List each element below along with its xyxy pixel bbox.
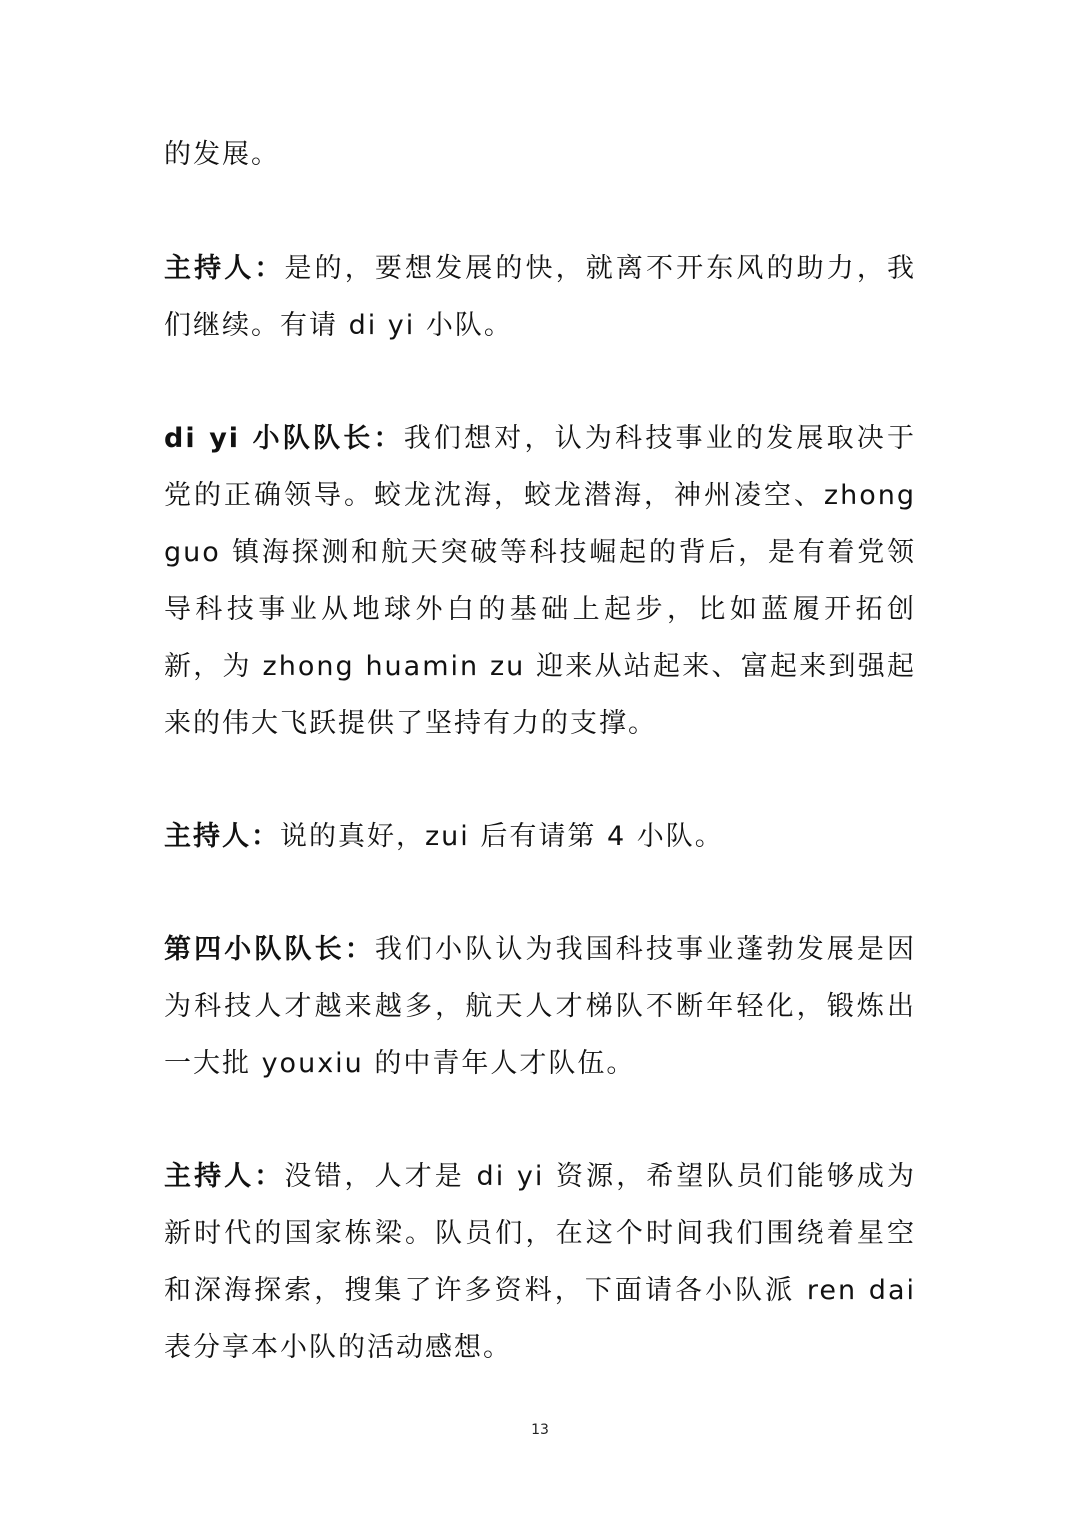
paragraph [164, 240, 916, 354]
paragraph-text: 说的真好，zui 后有请第 4 小队。 [280, 821, 724, 852]
paragraph [164, 126, 916, 183]
paragraph-text: 我们想对，认为科技事业的发展取决于党的正确领导。蛟龙沈海，蛟龙潜海，神州凌空、zhong guo 镇海探测和航天突破等科技崛起的背后，是有着党领导科技事业从地球外白的基础上起步，比如蓝履开拓创新，为 zhong huamin zu 迎来从站起来、富起来到强起来的伟大飞跃提供了坚持有力的支撑。 [164, 423, 916, 739]
speaker-label: 主持人： [164, 1161, 285, 1192]
paragraph-text: 我们小队认为我国科技事业蓬勃发展是因为科技人才越来越多，航天人才梯队不断年轻化，锻炼出一大批 youxiu 的中青年人才队伍。 [164, 934, 916, 1079]
speaker-label: di yi 小队队长： [164, 423, 404, 454]
paragraph [164, 808, 916, 865]
document-body [164, 126, 916, 1432]
paragraph [164, 921, 916, 1092]
paragraph-text: 没错，人才是 di yi 资源，希望队员们能够成为新时代的国家栋梁。队员们，在这个时间我们围绕着星空和深海探索，搜集了许多资料，下面请各小队派 ren dai 表分享本小队的活动感想。 [164, 1161, 916, 1363]
paragraph-text: 的发展。 [164, 139, 280, 170]
paragraph [164, 410, 916, 752]
speaker-label: 第四小队队长： [164, 934, 375, 965]
page-number: 13 [531, 1422, 549, 1438]
paragraph [164, 1148, 916, 1376]
speaker-label: 主持人： [164, 253, 285, 284]
paragraph-text: 是的，要想发展的快，就离不开东风的助力，我们继续。有请 di yi 小队。 [164, 253, 916, 341]
speaker-label: 主持人： [164, 821, 280, 852]
